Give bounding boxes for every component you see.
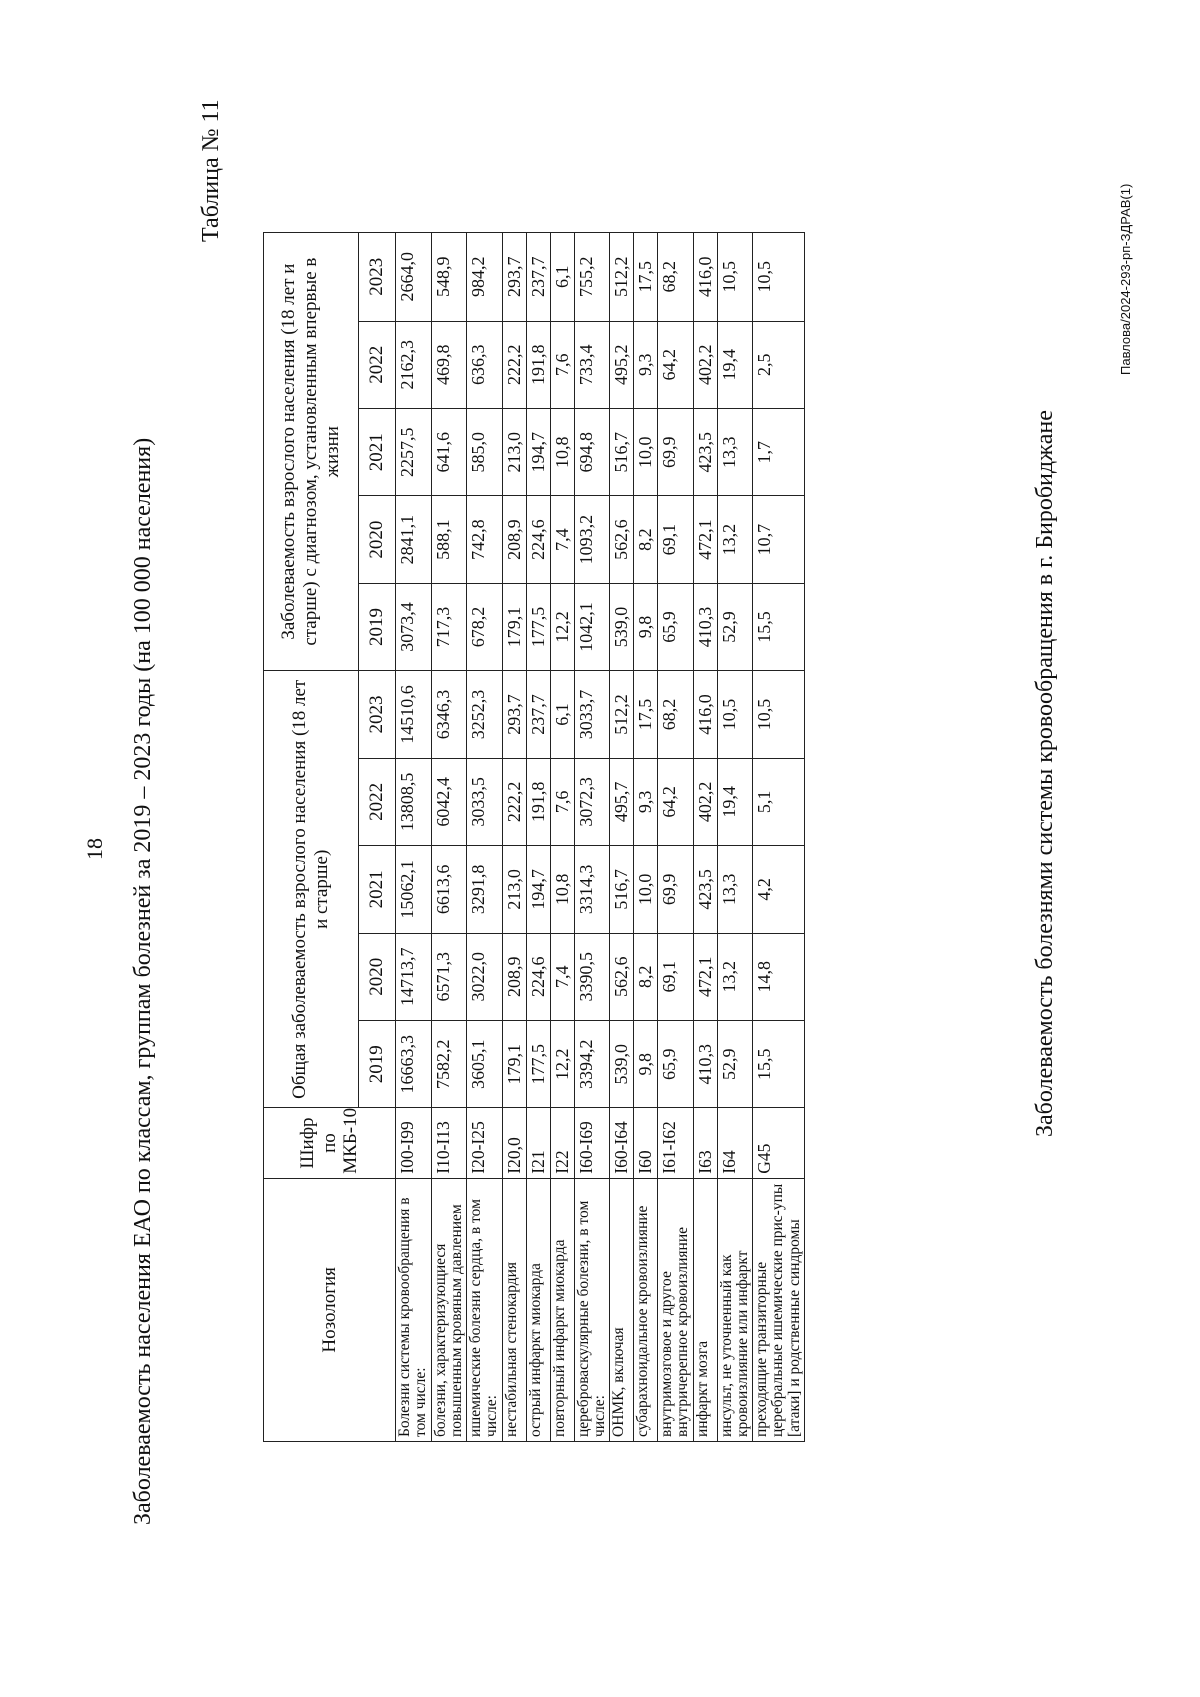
general-value-cell: 3390,5: [574, 933, 610, 1020]
table-row: [717, 233, 753, 1442]
general-value-cell: 6042,4: [431, 758, 467, 845]
morbidity-table: [263, 232, 805, 1442]
icd-code-cell: I20-I25: [467, 1108, 503, 1178]
primary-value-cell: 17,5: [634, 233, 658, 322]
year-header-general: 2023: [359, 671, 396, 758]
primary-value-cell: 179,1: [502, 583, 526, 670]
primary-value-cell: 548,9: [431, 233, 467, 322]
primary-value-cell: 10,0: [634, 408, 658, 495]
general-value-cell: 15062,1: [396, 846, 432, 933]
general-value-cell: 3605,1: [467, 1020, 503, 1107]
nosology-cell: субарахноидальное кровоизлияние: [634, 1178, 658, 1441]
general-value-cell: 13808,5: [396, 758, 432, 845]
table-label: Таблица № 11: [198, 99, 224, 242]
primary-value-cell: 588,1: [431, 496, 467, 583]
general-value-cell: 516,7: [610, 846, 634, 933]
general-value-cell: 12,2: [550, 1020, 574, 1107]
general-value-cell: 14510,6: [396, 671, 432, 758]
general-value-cell: 512,2: [610, 671, 634, 758]
primary-value-cell: 516,7: [610, 408, 634, 495]
document-title: Заболеваемость населения ЕАО по классам, группам болезней за 2019 – 2023 годы (на 100 000 населения): [130, 437, 156, 1525]
primary-value-cell: 1042,1: [574, 583, 610, 670]
general-value-cell: 3314,3: [574, 846, 610, 933]
icd-code-cell: I21: [526, 1108, 550, 1178]
nosology-cell: инфаркт мозга: [693, 1178, 717, 1441]
general-value-cell: 9,3: [634, 758, 658, 845]
primary-value-cell: 222,2: [502, 321, 526, 408]
primary-value-cell: 678,2: [467, 583, 503, 670]
general-value-cell: 194,7: [526, 846, 550, 933]
general-value-cell: 3022,0: [467, 933, 503, 1020]
primary-value-cell: 2,5: [753, 321, 805, 408]
general-value-cell: 177,5: [526, 1020, 550, 1107]
primary-value-cell: 52,9: [717, 583, 753, 670]
general-value-cell: 10,0: [634, 846, 658, 933]
general-value-cell: 237,7: [526, 671, 550, 758]
primary-value-cell: 512,2: [610, 233, 634, 322]
general-value-cell: 68,2: [658, 671, 694, 758]
table-row: [693, 233, 717, 1442]
primary-value-cell: 9,3: [634, 321, 658, 408]
nosology-cell: инсульт, не уточненный как кровоизлияние или инфаркт: [717, 1178, 753, 1441]
general-value-cell: 213,0: [502, 846, 526, 933]
general-value-cell: 14,8: [753, 933, 805, 1020]
primary-value-cell: 13,2: [717, 496, 753, 583]
general-value-cell: 8,2: [634, 933, 658, 1020]
primary-value-cell: 69,9: [658, 408, 694, 495]
primary-value-cell: 423,5: [693, 408, 717, 495]
primary-value-cell: 2841,1: [396, 496, 432, 583]
document-stamp: Павлова/2024-293-рп-ЗДРАВ(1): [1118, 183, 1133, 375]
general-value-cell: 416,0: [693, 671, 717, 758]
general-value-cell: 10,8: [550, 846, 574, 933]
primary-value-cell: 194,7: [526, 408, 550, 495]
header-code: Шифр по МКБ-10: [264, 1108, 396, 1178]
header-row-groups: [264, 233, 359, 1442]
primary-value-cell: 585,0: [467, 408, 503, 495]
primary-value-cell: 495,2: [610, 321, 634, 408]
icd-code-cell: I60: [634, 1108, 658, 1178]
primary-value-cell: 717,3: [431, 583, 467, 670]
general-value-cell: 6346,3: [431, 671, 467, 758]
general-value-cell: 13,3: [717, 846, 753, 933]
primary-value-cell: 1093,2: [574, 496, 610, 583]
primary-value-cell: 208,9: [502, 496, 526, 583]
table-row: [658, 233, 694, 1442]
primary-value-cell: 984,2: [467, 233, 503, 322]
primary-value-cell: 12,2: [550, 583, 574, 670]
primary-value-cell: 742,8: [467, 496, 503, 583]
general-value-cell: 410,3: [693, 1020, 717, 1107]
primary-value-cell: 636,3: [467, 321, 503, 408]
general-value-cell: 16663,3: [396, 1020, 432, 1107]
general-value-cell: 562,6: [610, 933, 634, 1020]
general-value-cell: 179,1: [502, 1020, 526, 1107]
nosology-cell: острый инфаркт миокарда: [526, 1178, 550, 1441]
year-header-primary: 2023: [359, 233, 396, 322]
table-row: [526, 233, 550, 1442]
icd-code-cell: I60-I69: [574, 1108, 610, 1178]
primary-value-cell: 9,8: [634, 583, 658, 670]
primary-value-cell: 469,8: [431, 321, 467, 408]
primary-value-cell: 69,1: [658, 496, 694, 583]
header-nosology: Нозология: [264, 1178, 396, 1441]
year-header-general: 2020: [359, 933, 396, 1020]
icd-code-cell: I61-I62: [658, 1108, 694, 1178]
table-body: [396, 233, 805, 1442]
general-value-cell: 539,0: [610, 1020, 634, 1107]
primary-value-cell: 224,6: [526, 496, 550, 583]
primary-value-cell: 10,8: [550, 408, 574, 495]
table-row: [753, 233, 805, 1442]
primary-value-cell: 6,1: [550, 233, 574, 322]
general-value-cell: 423,5: [693, 846, 717, 933]
year-header-primary: 2021: [359, 408, 396, 495]
primary-value-cell: 755,2: [574, 233, 610, 322]
general-value-cell: 6571,3: [431, 933, 467, 1020]
icd-code-cell: I60-I64: [610, 1108, 634, 1178]
primary-value-cell: 2664,0: [396, 233, 432, 322]
general-value-cell: 402,2: [693, 758, 717, 845]
nosology-cell: ишемические болезни сердца, в том числе:: [467, 1178, 503, 1441]
primary-value-cell: 402,2: [693, 321, 717, 408]
primary-value-cell: 177,5: [526, 583, 550, 670]
general-value-cell: 14713,7: [396, 933, 432, 1020]
primary-value-cell: 15,5: [753, 583, 805, 670]
primary-value-cell: 7,6: [550, 321, 574, 408]
general-value-cell: 3394,2: [574, 1020, 610, 1107]
primary-value-cell: 293,7: [502, 233, 526, 322]
primary-value-cell: 19,4: [717, 321, 753, 408]
primary-value-cell: 472,1: [693, 496, 717, 583]
general-value-cell: 5,1: [753, 758, 805, 845]
primary-value-cell: 2257,5: [396, 408, 432, 495]
primary-value-cell: 562,6: [610, 496, 634, 583]
primary-value-cell: 10,5: [717, 233, 753, 322]
primary-value-cell: 694,8: [574, 408, 610, 495]
table-row: [550, 233, 574, 1442]
general-value-cell: 7582,2: [431, 1020, 467, 1107]
header-general-morbidity: Общая заболеваемость взрослого населения (18 лет и старше): [264, 671, 359, 1108]
year-header-general: 2022: [359, 758, 396, 845]
general-value-cell: 19,4: [717, 758, 753, 845]
general-value-cell: 69,9: [658, 846, 694, 933]
general-value-cell: 222,2: [502, 758, 526, 845]
primary-value-cell: 8,2: [634, 496, 658, 583]
general-value-cell: 17,5: [634, 671, 658, 758]
table-row: [502, 233, 526, 1442]
general-value-cell: 6613,6: [431, 846, 467, 933]
primary-value-cell: 68,2: [658, 233, 694, 322]
table-row: [634, 233, 658, 1442]
table-row: [574, 233, 610, 1442]
general-value-cell: 4,2: [753, 846, 805, 933]
primary-value-cell: 3073,4: [396, 583, 432, 670]
general-value-cell: 7,6: [550, 758, 574, 845]
primary-value-cell: 416,0: [693, 233, 717, 322]
primary-value-cell: 641,6: [431, 408, 467, 495]
year-header-primary: 2022: [359, 321, 396, 408]
general-value-cell: 3291,8: [467, 846, 503, 933]
header-primary-morbidity: Заболеваемость взрослого населения (18 лет и старше) с диагнозом, установленным впервые в жизни: [264, 233, 359, 671]
nosology-cell: преходящие транзиторные церебральные ишемические прис-упы [атаки] и родственные синдромы: [753, 1178, 805, 1441]
nosology-cell: повторный инфаркт миокарда: [550, 1178, 574, 1441]
general-value-cell: 191,8: [526, 758, 550, 845]
general-value-cell: 10,5: [753, 671, 805, 758]
table-row: [467, 233, 503, 1442]
primary-value-cell: 2162,3: [396, 321, 432, 408]
general-value-cell: 3033,7: [574, 671, 610, 758]
section-subtitle: Заболеваемость болезнями системы кровообращения в г. Биробиджане: [1032, 410, 1058, 1137]
primary-value-cell: 191,8: [526, 321, 550, 408]
general-value-cell: 9,8: [634, 1020, 658, 1107]
icd-code-cell: I22: [550, 1108, 574, 1178]
nosology-cell: цереброваскулярные болезни, в том числе:: [574, 1178, 610, 1441]
primary-value-cell: 10,5: [753, 233, 805, 322]
table-row: [431, 233, 467, 1442]
general-value-cell: 293,7: [502, 671, 526, 758]
icd-code-cell: I64: [717, 1108, 753, 1178]
icd-code-cell: I20,0: [502, 1108, 526, 1178]
year-header-primary: 2020: [359, 496, 396, 583]
general-value-cell: 224,6: [526, 933, 550, 1020]
general-value-cell: 3072,3: [574, 758, 610, 845]
general-value-cell: 15,5: [753, 1020, 805, 1107]
primary-value-cell: 65,9: [658, 583, 694, 670]
primary-value-cell: 539,0: [610, 583, 634, 670]
primary-value-cell: 1,7: [753, 408, 805, 495]
icd-code-cell: I00-I99: [396, 1108, 432, 1178]
nosology-cell: Болезни системы кровообращения в том числе:: [396, 1178, 432, 1441]
general-value-cell: 64,2: [658, 758, 694, 845]
general-value-cell: 52,9: [717, 1020, 753, 1107]
primary-value-cell: 733,4: [574, 321, 610, 408]
primary-value-cell: 213,0: [502, 408, 526, 495]
icd-code-cell: I63: [693, 1108, 717, 1178]
nosology-cell: ОНМК, включая: [610, 1178, 634, 1441]
page-number: 18: [82, 838, 107, 860]
primary-value-cell: 10,7: [753, 496, 805, 583]
general-value-cell: 495,7: [610, 758, 634, 845]
general-value-cell: 3252,3: [467, 671, 503, 758]
nosology-cell: нестабильная стенокардия: [502, 1178, 526, 1441]
general-value-cell: 6,1: [550, 671, 574, 758]
primary-value-cell: 13,3: [717, 408, 753, 495]
general-value-cell: 10,5: [717, 671, 753, 758]
general-value-cell: 69,1: [658, 933, 694, 1020]
primary-value-cell: 410,3: [693, 583, 717, 670]
year-header-primary: 2019: [359, 583, 396, 670]
general-value-cell: 472,1: [693, 933, 717, 1020]
nosology-cell: внутримозговое и другое внутричерепное кровоизлияние: [658, 1178, 694, 1441]
icd-code-cell: I10-I13: [431, 1108, 467, 1178]
primary-value-cell: 64,2: [658, 321, 694, 408]
nosology-cell: болезни, характеризующиеся повышенным кровяным давлением: [431, 1178, 467, 1441]
general-value-cell: 65,9: [658, 1020, 694, 1107]
primary-value-cell: 237,7: [526, 233, 550, 322]
general-value-cell: 13,2: [717, 933, 753, 1020]
table-row: [610, 233, 634, 1442]
general-value-cell: 3033,5: [467, 758, 503, 845]
primary-value-cell: 7,4: [550, 496, 574, 583]
year-header-general: 2019: [359, 1020, 396, 1107]
icd-code-cell: G45: [753, 1108, 805, 1178]
general-value-cell: 7,4: [550, 933, 574, 1020]
year-header-general: 2021: [359, 846, 396, 933]
general-value-cell: 208,9: [502, 933, 526, 1020]
table-row: [396, 233, 432, 1442]
